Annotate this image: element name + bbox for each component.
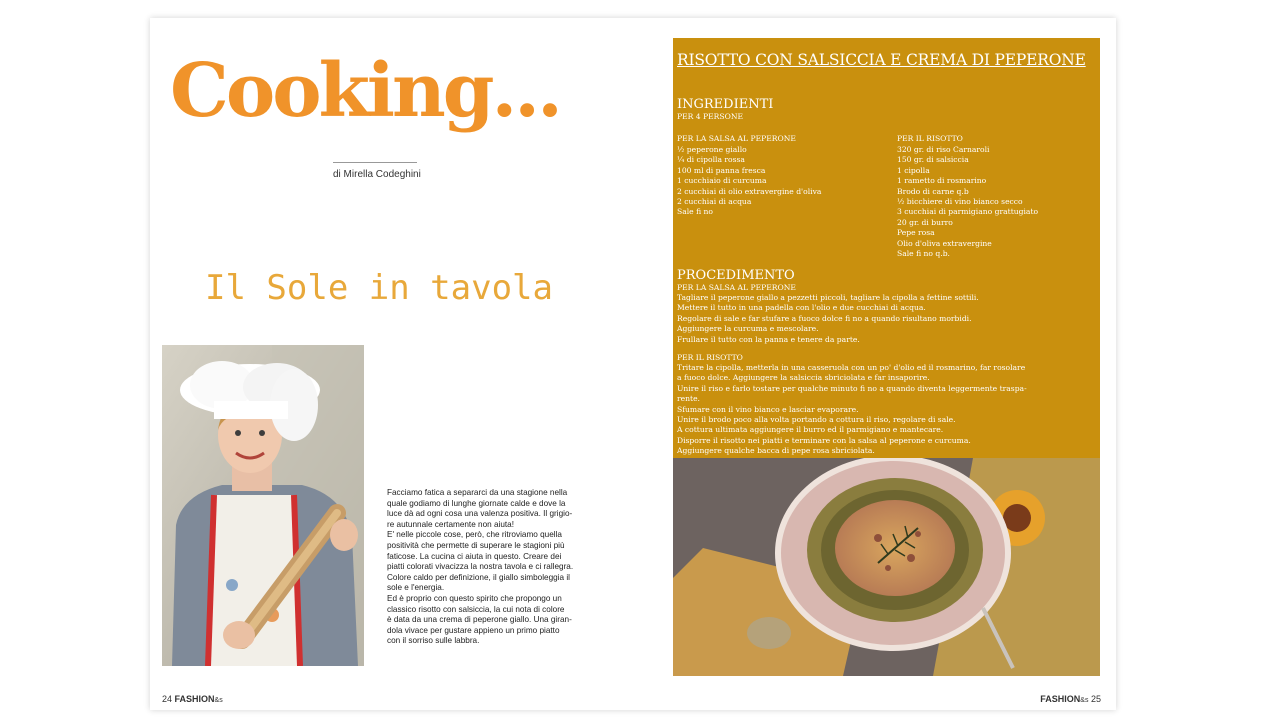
ingredients-heading: INGREDIENTI	[677, 97, 774, 112]
article-title: Cooking...	[170, 48, 560, 134]
step-line: Aggiungere qualche bacca di pepe rosa sbriciolata.	[677, 446, 875, 456]
magazine-name: FASHION	[174, 694, 215, 704]
ingredient: 150 gr. di salsiccia	[897, 155, 969, 165]
magazine-suffix: &s	[1080, 697, 1089, 704]
ingredient: 1 cipolla	[897, 165, 930, 175]
intro-paragraph: Facciamo fatica a separarci da una stagione nella quale godiamo di lunghe giornate calde e dove la luce dà ad ogni cosa una valenza positiva. Il grigio- re autunnale certamente non aiuta! E' nelle piccole cose, però, che ritroviamo quella positività che permette di superare le stagioni più faticose. La cucina ci aiuta in questo. Creare dei piatti colorati vivacizza la nostra tavola e ci rallegra. Colore caldo per definizione, il giallo simboleggia il sole e l'energia. Ed è proprio con questo spirito che propongo un classico risotto con salsiccia, la cui nota di colore è data da una crema di peperone giallo. Una giran- dola vivace per gustare appieno un primo piatto con il sorriso sulle labbra.	[387, 488, 574, 646]
ingredient: ½ peperone giallo	[677, 145, 747, 154]
step-line: Unire il brodo poco alla volta portando a cottura il riso, regolare di sale.	[677, 415, 956, 425]
step-line: Aggiungere la curcuma e mescolare.	[677, 324, 819, 334]
ingredient: 1 rametto di rosmarino	[897, 176, 987, 186]
ingredient: Brodo di carne q.b	[897, 186, 969, 196]
recipe-box	[673, 38, 1100, 458]
ingredient: Sale fi no q.b.	[897, 249, 950, 259]
ingredient: 3 cucchiai di parmigiano grattugiato	[897, 207, 1039, 217]
ingredient: 1 cucchiaio di curcuma	[677, 176, 767, 186]
magazine-spread	[150, 18, 1116, 710]
page-number: 24	[162, 694, 173, 704]
step-line: Sfumare con il vino bianco e lasciar evaporare.	[677, 404, 859, 414]
risotto-heading: PER IL RISOTTO	[897, 134, 963, 143]
step-line: A cottura ultimata aggiungere il burro ed il parmigiano e mantecare.	[677, 425, 944, 435]
left-folio	[162, 694, 223, 704]
right-page	[633, 18, 1116, 710]
byline-divider	[333, 162, 417, 163]
servings: PER 4 PERSONE	[677, 112, 744, 121]
ingredient: Pepe rosa	[897, 228, 935, 238]
risotto-photo	[673, 458, 1100, 676]
step-line: Tagliare il peperone giallo a pezzetti piccoli, tagliare la cipolla a fettine sottili.	[677, 293, 979, 302]
ingredient: Olio d'oliva extravergine	[897, 238, 992, 248]
author-byline: di Mirella Codeghini	[333, 169, 421, 180]
sauce-heading: PER LA SALSA AL PEPERONE	[677, 134, 796, 143]
proc-sauce-steps	[677, 293, 979, 345]
risotto-ingredients-list	[897, 145, 1038, 259]
step-line: Regolare di sale e far stufare a fuoco dolce fi no a quando risultano morbidi.	[677, 313, 972, 323]
procedure-heading: PROCEDIMENTO	[677, 268, 795, 283]
ingredient: 2 cucchiai di olio extravergine d'oliva	[677, 186, 822, 196]
recipe-title: RISOTTO CON SALSICCIA E CREMA DI PEPERONE	[677, 51, 1086, 69]
ingredient: 20 gr. di burro	[897, 217, 953, 227]
step-line: Disporre il risotto nei piatti e terminare con la salsa al peperone e curcuma.	[677, 435, 971, 445]
ingredient: Sale fi no	[677, 207, 714, 217]
ingredient: ½ bicchiere di vino bianco secco	[897, 197, 1023, 207]
proc-sauce-heading: PER LA SALSA AL PEPERONE	[677, 283, 796, 292]
left-page	[150, 18, 633, 710]
ingredient: 320 gr. di riso Carnaroli	[897, 145, 990, 154]
step-line: Frullare il tutto con la panna e tenere da parte.	[677, 334, 860, 344]
ingredient: 2 cucchiai di acqua	[677, 197, 752, 207]
proc-risotto-steps	[677, 363, 1027, 457]
ingredient: ¼ di cipolla rossa	[677, 155, 745, 165]
sauce-ingredients-list	[677, 145, 821, 218]
ingredient: 100 ml di panna fresca	[677, 165, 766, 175]
chef-photo	[162, 345, 364, 666]
article-subtitle: Il Sole in tavola	[205, 268, 553, 308]
step-line: Tritare la cipolla, metterla in una casseruola con un po' d'olio ed il rosmarino, far rosolare	[677, 363, 1026, 372]
magazine-suffix: &s	[214, 697, 223, 704]
right-folio	[1040, 694, 1101, 704]
page-number: 25	[1090, 694, 1101, 704]
step-line: rente.	[677, 394, 700, 404]
magazine-name: FASHION	[1040, 694, 1081, 704]
step-line: a fuoco dolce. Aggiungere la salsiccia sbriciolata e far insaporire.	[677, 373, 930, 383]
proc-risotto-heading: PER IL RISOTTO	[677, 353, 743, 362]
step-line: Unire il riso e farlo tostare per qualche minuto fi no a quando diventa leggermente traspa-	[677, 383, 1027, 393]
step-line: Mettere il tutto in una padella con l'olio e due cucchiai di acqua.	[677, 303, 926, 313]
